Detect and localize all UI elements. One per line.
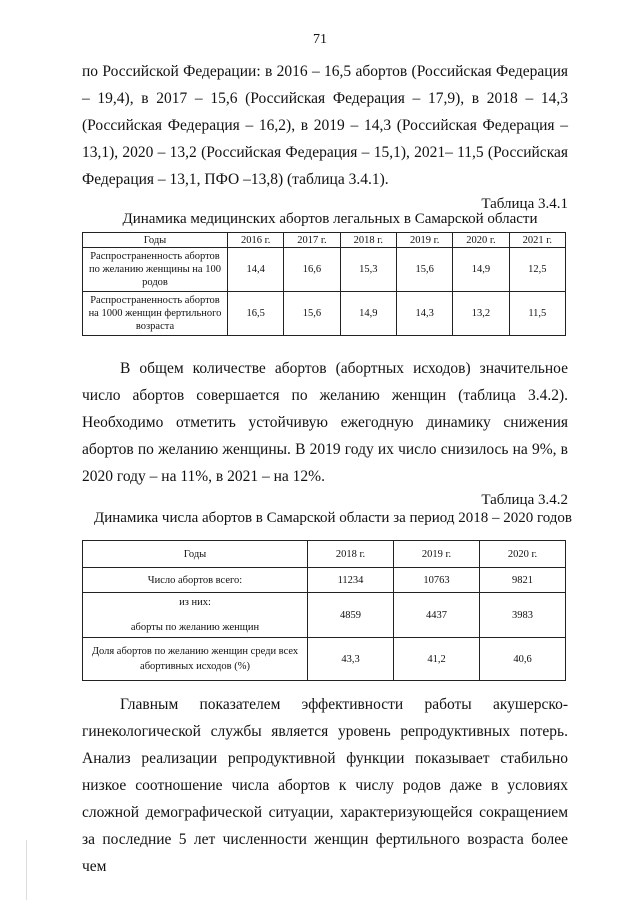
table-cell: 11234 [308,568,394,593]
paragraph-2: В общем количестве абортов (абортных исходов) значительное число абортов совершается по желанию женщин (таблица 3.4.2). Необходимо отметить устойчивую ежегодную динамику снижения абортов по желанию женщины. В 2019 году их число снизилось на 9%, в 2020 году – на 11%, в 2021 – на 12%. [82,360,568,485]
header-cell: 2017 г. [284,233,340,248]
table-cell: 11,5 [509,292,565,336]
table-2-title: Динамика числа абортов в Самарской области за период 2018 – 2020 годов [93,510,573,526]
scan-margin-line [26,840,27,900]
row-sublabel: из них: [179,597,211,608]
row-label: Число абортов всего: [83,568,308,593]
header-cell: Годы [83,541,308,568]
table-cell: 3983 [480,593,566,638]
paragraph-1: по Российской Федерации: в 2016 – 16,5 абортов (Российская Федерация – 19,4), в 2017 – 15,6 (Российская Федерация – 17,9), в 2018 – 14,3 (Российская Федерация – 16,2), в 2019 – 14,3 (Российская Федерация – 13,1), 2020 – 13,2 (Российская Федерация – 15,1), 2021– 11,5 (Российская Федерация – 13,1, ПФО –13,8) (таблица 3.4.1). [82,63,568,188]
header-cell: 2018 г. [340,233,396,248]
table-row [83,568,566,593]
table-2-label: Таблица 3.4.2 [481,492,568,508]
table-cell: 41,2 [394,638,480,681]
table-row [83,292,566,336]
row-label: Доля абортов по желанию женщин среди всех абортивных исходов (%) [83,638,308,681]
row-label: Распространенность абортов на 1000 женщин фертильного возраста [83,292,228,336]
header-cell: 2016 г. [228,233,284,248]
table-cell: 10763 [394,568,480,593]
header-cell: 2019 г. [394,541,480,568]
header-cell: 2020 г. [453,233,509,248]
table-1-label: Таблица 3.4.1 [481,196,568,212]
table-1 [82,232,566,336]
table-header-row [83,541,566,568]
table-cell: 12,5 [509,248,565,292]
table-row [83,638,566,681]
row-label-text: аборты по желанию женщин [130,622,260,633]
table-header-row [83,233,566,248]
table-cell: 13,2 [453,292,509,336]
header-cell: 2020 г. [480,541,566,568]
table-cell: 15,6 [284,292,340,336]
table-cell: 14,9 [340,292,396,336]
table-cell: 40,6 [480,638,566,681]
table-cell: 16,6 [284,248,340,292]
header-cell: 2018 г. [308,541,394,568]
row-label: Распространенность абортов по желанию женщины на 100 родов [83,248,228,292]
table-cell: 4437 [394,593,480,638]
table-row [83,248,566,292]
table-1-title: Динамика медицинских абортов легальных в Самарской области [122,211,538,227]
header-cell: 2021 г. [509,233,565,248]
paragraph-3: Главным показателем эффективности работы акушерско-гинекологической службы является уровень репродуктивных потерь. Анализ реализации репродуктивной функции показывает стабильно низкое соотношение числа абортов к числу родов даже в условиях сложной демографической ситуации, характеризующейся сокращением за последние 5 лет численности женщин фертильного возраста более чем [82,696,568,875]
table-cell: 14,9 [453,248,509,292]
table-cell: 16,5 [228,292,284,336]
table-cell: 9821 [480,568,566,593]
table-cell: 14,4 [228,248,284,292]
table-2 [82,540,566,681]
page-number: 71 [313,32,327,47]
table-row [83,593,566,638]
table-cell: 15,3 [340,248,396,292]
table-cell: 14,3 [396,292,452,336]
header-cell: 2019 г. [396,233,452,248]
table-cell: 43,3 [308,638,394,681]
table-cell: 15,6 [396,248,452,292]
table-cell: 4859 [308,593,394,638]
header-cell: Годы [83,233,228,248]
row-label [83,593,308,638]
